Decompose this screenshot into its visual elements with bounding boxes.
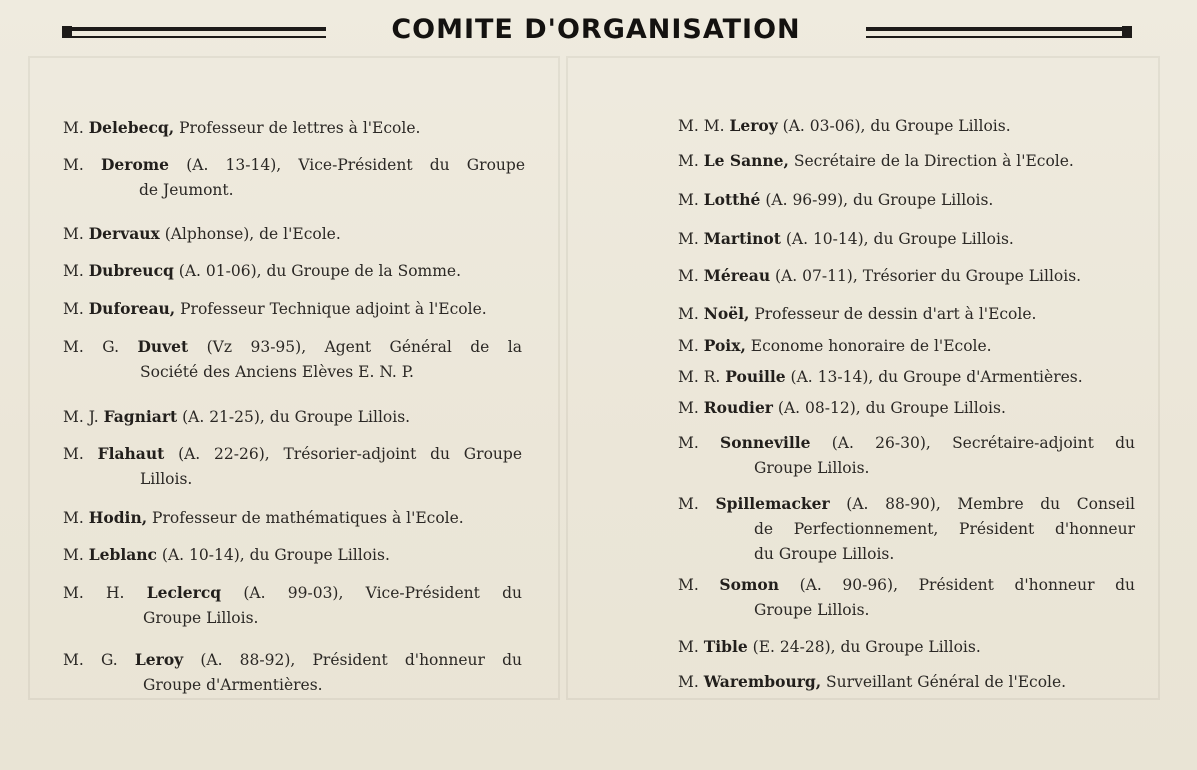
member-entry: M. G. Duvet (Vz 93-95), Agent Général de la Société des Anciens Elèves E. N. P. bbox=[63, 337, 522, 381]
member-entry: M. Warembourg, Surveillant Général de l'Ecole. bbox=[678, 672, 1067, 691]
member-entry: M. Derome (A. 13-14), Vice-Président du Groupe de Jeumont. bbox=[63, 155, 525, 199]
member-entry: M. Delebecq, Professeur de lettres à l'Ecole. bbox=[63, 118, 421, 137]
member-entry: M. Lotthé (A. 96-99), du Groupe Lillois. bbox=[678, 190, 994, 209]
member-entry: M. Poix, Econome honoraire de l'Ecole. bbox=[678, 336, 992, 355]
member-entry: M. Roudier (A. 08-12), du Groupe Lillois. bbox=[678, 398, 1006, 417]
member-entry: M. Hodin, Professeur de mathématiques à l'Ecole. bbox=[63, 508, 464, 527]
member-entry: M. Le Sanne, Secrétaire de la Direction à l'Ecole. bbox=[678, 151, 1074, 170]
member-entry: M. Duforeau, Professeur Technique adjoint à l'Ecole. bbox=[63, 299, 487, 318]
member-entry: M. Martinot (A. 10-14), du Groupe Lillois. bbox=[678, 229, 1014, 248]
member-entry: M. Spillemacker (A. 88-90), Membre du Conseil de Perfectionnement, Président d'honneur du Groupe Lillois. bbox=[678, 494, 1135, 563]
member-entry: M. Dervaux (Alphonse), de l'Ecole. bbox=[63, 224, 341, 243]
member-entry: M. Dubreucq (A. 01-06), du Groupe de la Somme. bbox=[63, 261, 462, 280]
member-entry: M. Leblanc (A. 10-14), du Groupe Lillois. bbox=[63, 545, 390, 564]
member-entry: M. M. Leroy (A. 03-06), du Groupe Lillois. bbox=[678, 116, 1011, 135]
member-entry: M. G. Leroy (A. 88-92), Président d'honneur du Groupe d'Armentières. bbox=[63, 650, 522, 694]
header-rule-left bbox=[62, 27, 326, 41]
member-entry: M. Tible (E. 24-28), du Groupe Lillois. bbox=[678, 637, 981, 656]
member-entry: M. Somon (A. 90-96), Président d'honneur du Groupe Lillois. bbox=[678, 575, 1136, 619]
member-entry: M. R. Pouille (A. 13-14), du Groupe d'Armentières. bbox=[678, 367, 1083, 386]
member-entry: M. Flahaut (A. 22-26), Trésorier-adjoint du Groupe Lillois. bbox=[63, 444, 522, 488]
page-title: COMITE D'ORGANISATION bbox=[391, 14, 801, 45]
member-entry: M. H. Leclercq (A. 99-03), Vice-Président du Groupe Lillois. bbox=[63, 583, 522, 627]
member-entry: M. Méreau (A. 07-11), Trésorier du Groupe Lillois. bbox=[678, 266, 1082, 285]
member-entry: M. J. Fagniart (A. 21-25), du Groupe Lillois. bbox=[63, 407, 411, 426]
header bbox=[0, 14, 1197, 54]
header-rule-right bbox=[866, 27, 1132, 41]
member-entry: M. Noël, Professeur de dessin d'art à l'Ecole. bbox=[678, 304, 1037, 323]
member-entry: M. Sonneville (A. 26-30), Secrétaire-adjoint du Groupe Lillois. bbox=[678, 433, 1135, 477]
